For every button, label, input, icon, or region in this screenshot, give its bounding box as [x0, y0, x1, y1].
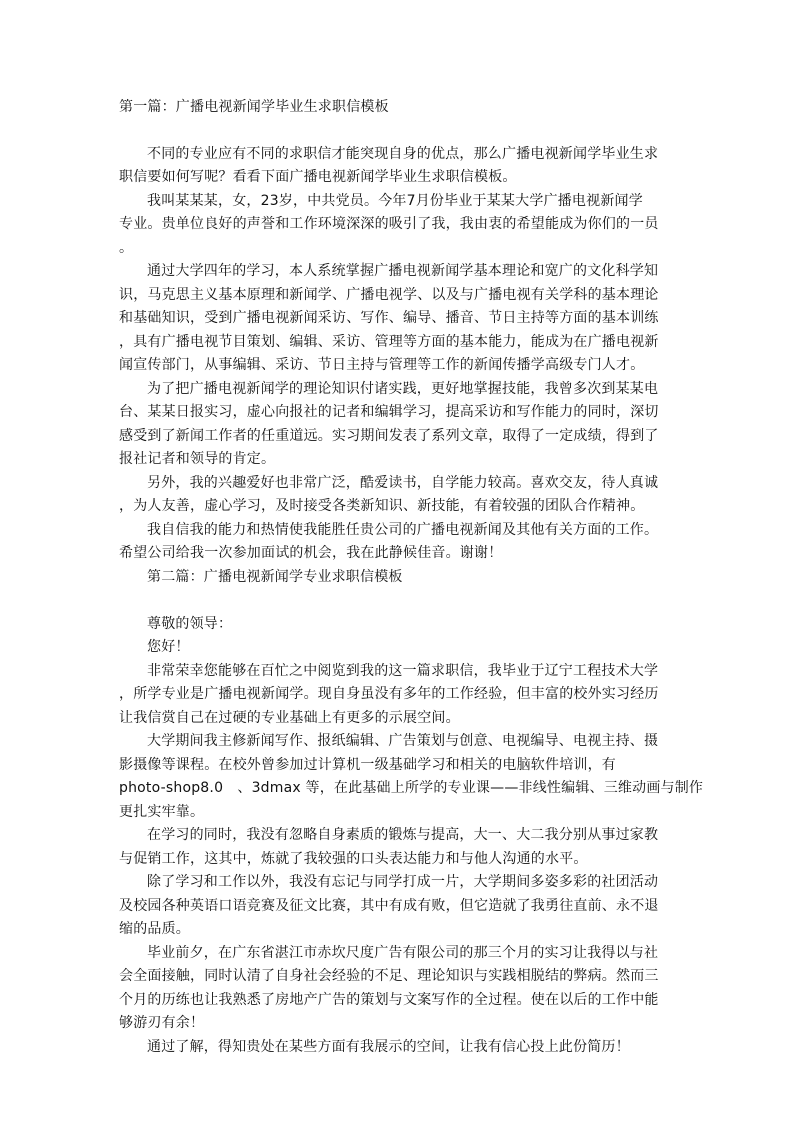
section2-title: 第二篇：广播电视新闻学专业求职信模板	[147, 568, 403, 585]
section2-line: 让我信赏自己在过硬的专业基础上有更多的示展空间。	[119, 709, 460, 726]
section1-line: 希望公司给我一次参加面试的机会，我在此静候佳音。谢谢！	[119, 545, 503, 561]
section2-line: 在学习的同时，我没有忽略自身素质的锻炼与提高，大一、大二我分别从事过家教	[147, 827, 659, 843]
section1-line: 另外，我的兴趣爱好也非常广泛，酷爱读书，自学能力较高。喜欢交友，待人真诚	[147, 474, 659, 491]
section1-line: 闻宣传部门，从事编辑、采访、节日主持与管理等工作的新闻传播学高级专门人才。	[119, 357, 645, 373]
section1-line: 和基础知识，受到广播电视新闻采访、写作、编导、播音、节日主持等方面的基本训练	[119, 310, 659, 326]
section2-line: 更扎实牢靠。	[119, 803, 205, 820]
section2-hello: 您好！	[147, 639, 190, 655]
section1-line: 感受到了新闻工作者的任重道远。实习期间发表了系列文章，取得了一定成绩，得到了	[119, 427, 659, 444]
section2-line: 毕业前夕，在广东省湛江市赤坎尺度广告有限公司的那三个月的实习让我得以与社	[147, 944, 659, 961]
section1-line: ，具有广播电视节目策划、编辑、采访、管理等方面的基本能力，能成为在广播电视新	[119, 333, 659, 350]
section2-line: 大学期间我主修新闻写作、报纸编辑、广告策划与创意、电视编导、电视主持、摄	[147, 733, 659, 749]
document-page	[119, 96, 704, 1059]
section1-line: 为了把广播电视新闻学的理论知识付诸实践，更好地掌握技能，我曾多次到某某电	[147, 380, 659, 397]
section2-line: 通过了解，得知贵处在某些方面有我展示的空间，让我有信心投上此份简历！	[147, 1038, 630, 1055]
section2-line: 个月的历练也让我熟悉了房地产广告的策划与文案写作的全过程。使在以后的工作中能	[119, 991, 659, 1008]
blank-line	[119, 589, 679, 613]
section1-title: 第一篇：广播电视新闻学毕业生求职信模板	[119, 99, 389, 115]
section2-line: 影摄像等课程。在校外曾参加过计算机一级基础学习和相关的电脑软件培训，有	[119, 756, 616, 773]
section2-line: 够游刃有余！	[119, 1015, 205, 1031]
section2-line: photo-shop8.0 、3dmax 等，在此基础上所学的专业课——非线性编辑、三维动画与制作	[119, 780, 704, 796]
section2-line: 会全面接触，同时认清了自身社会经验的不足、理论知识与实践相脱结的弊病。然而三	[119, 968, 659, 984]
section1-line: 职信要如何写呢？看看下面广播电视新闻学毕业生求职信模板。	[119, 169, 517, 185]
section1-line: 不同的专业应有不同的求职信才能突现自身的优点，那么广播电视新闻学毕业生求	[147, 145, 659, 162]
section2-line: 及校园各种英语口语竞赛及征文比赛，其中有成有败，但它造就了我勇往直前、永不退	[119, 897, 659, 914]
section2-line: 除了学习和工作以外，我没有忘记与同学打成一片，大学期间多姿多彩的社团活动	[147, 874, 659, 890]
section1-line: 我叫某某某，女，23岁，中共党员。今年7月份毕业于某某大学广播电视新闻学	[147, 192, 643, 209]
section2-line: 与促销工作，这其中，炼就了我较强的口头表达能力和与他人沟通的水平。	[119, 850, 588, 867]
section1-line: 报社记者和领导的肯定。	[119, 451, 276, 467]
section2-line: 缩的品质。	[119, 921, 190, 937]
section1-line: 专业。贵单位良好的声誉和工作环境深深的吸引了我，我由衷的希望能成为你们的一员	[119, 216, 659, 232]
section2-line: 非常荣幸您能够在百忙之中阅览到我的这一篇求职信，我毕业于辽宁工程技术大学	[147, 662, 659, 679]
section1-line: ，为人友善，虚心学习，及时接受各类新知识、新技能，有着较强的团队合作精神。	[119, 498, 645, 514]
section2-greeting: 尊敬的领导：	[147, 615, 233, 632]
section2-line: ，所学专业是广播电视新闻学。现自身虽没有多年的工作经验，但丰富的校外实习经历	[119, 686, 659, 702]
section1-line: 。	[119, 239, 134, 256]
section1-line: 台、某某日报实习，虚心向报社的记者和编辑学习，提高采访和写作能力的同时，深切	[119, 404, 659, 420]
section1-line: 我自信我的能力和热情使我能胜任贵公司的广播电视新闻及其他有关方面的工作。	[147, 521, 659, 538]
section1-line: 通过大学四年的学习，本人系统掌握广播电视新闻学基本理论和宽广的文化科学知	[147, 263, 659, 279]
section1-line: 识，马克思主义基本原理和新闻学、广播电视学、以及与广播电视有关学科的基本理论	[119, 286, 659, 303]
